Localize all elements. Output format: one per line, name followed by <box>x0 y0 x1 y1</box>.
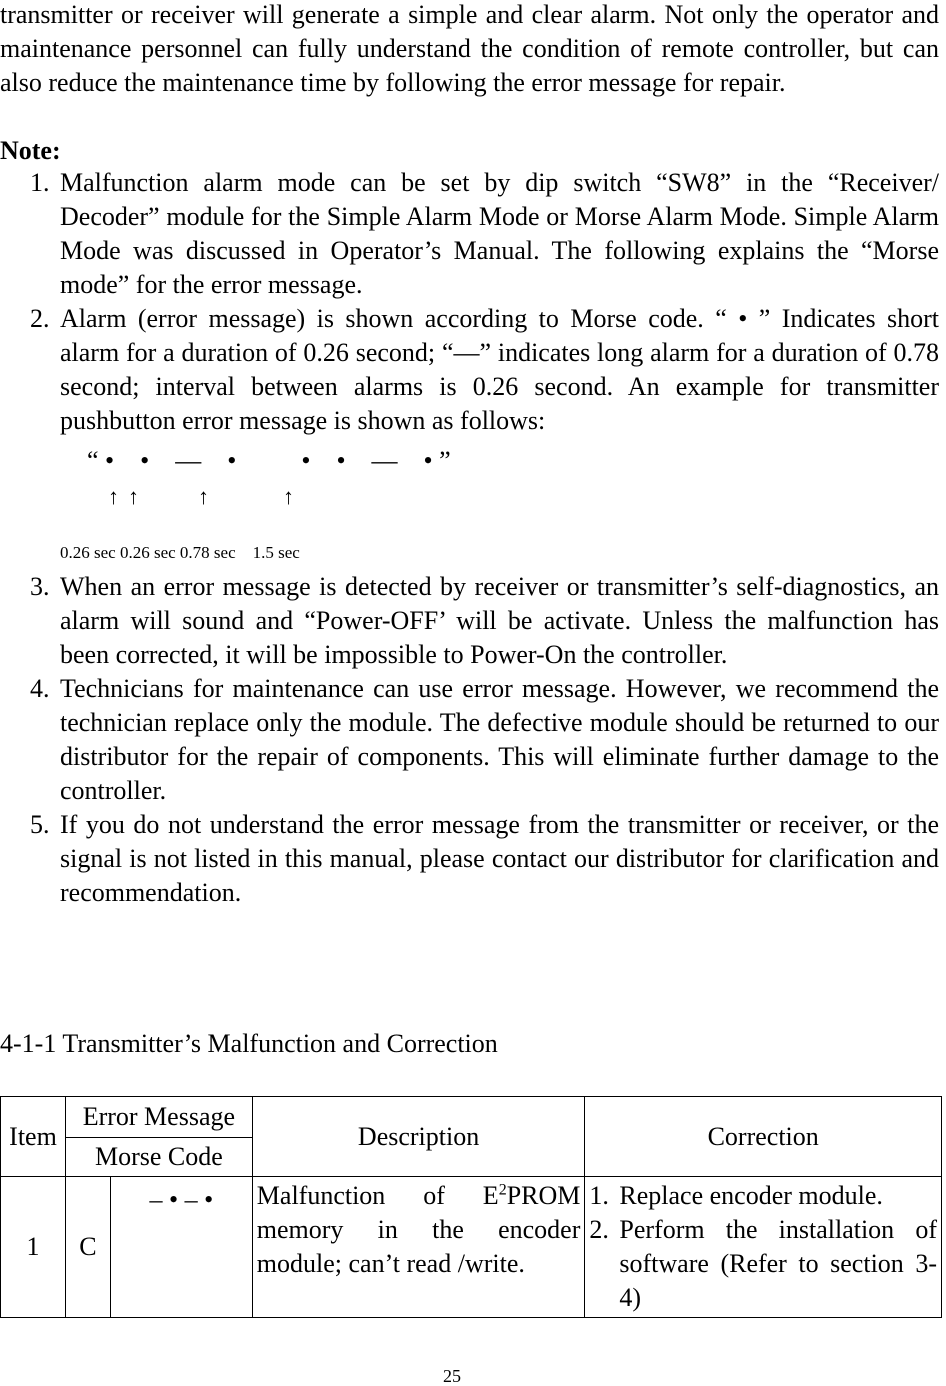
note-item <box>0 570 939 672</box>
note-item <box>0 808 939 910</box>
page-number: 25 <box>443 1366 461 1386</box>
note-item <box>0 672 939 808</box>
up-arrow-icon: ↑ <box>283 484 294 509</box>
header-correction: Correction <box>585 1097 942 1177</box>
header-morse-code: Morse Code <box>65 1138 252 1177</box>
correction-item <box>589 1213 937 1315</box>
malfunction-table <box>0 1096 942 1318</box>
note-item <box>0 166 939 302</box>
description-text: Malfunction of E <box>256 1181 499 1210</box>
note-number: 1. <box>30 168 50 197</box>
note-item <box>0 302 939 438</box>
morse-sequence: “ • • — • • • — • ” <box>87 446 451 475</box>
correction-text: Perform the installation of software (Refer to section 3-4) <box>619 1215 937 1312</box>
note-text: Alarm (error message) is shown according to Morse code. “ • ” Indicates short alarm for a duration of 0.26 second; “—” indicates long alarm for a duration of 0.78 second; interval between alarms is 0.26 second. An example for transmitter pushbutton error message is shown as follows: <box>60 304 939 435</box>
section-heading: 4-1-1 Transmitter’s Malfunction and Correction <box>0 1029 498 1058</box>
note-text: If you do not understand the error message from the transmitter or receiver, or the signal is not listed in this manual, please contact our distributor for clarification and recommendation. <box>60 810 939 907</box>
intro-paragraph: transmitter or receiver will generate a simple and clear alarm. Not only the operator and maintenance personnel can fully understand the condition of remote controller, but can also reduce the maintenance time by following the error message for repair. <box>0 0 939 97</box>
cell-correction <box>585 1177 942 1318</box>
note-text: When an error message is detected by receiver or transmitter’s self-diagnostics, an alarm will sound and “Power-OFF’ will be activate. Unless the malfunction has been corrected, it will be impossible to Power-On the controller. <box>60 572 939 669</box>
note-number: 3. <box>30 572 50 601</box>
up-arrow-icon: ↑ <box>198 484 209 509</box>
note-title: Note: <box>0 136 61 165</box>
correction-text: Replace encoder module. <box>619 1181 883 1210</box>
note-number: 5. <box>30 810 50 839</box>
description-superscript: 2 <box>498 1181 507 1199</box>
correction-item <box>589 1179 937 1213</box>
morse-timing-labels: 0.26 sec 0.26 sec 0.78 sec 1.5 sec <box>60 543 300 562</box>
note-text: Technicians for maintenance can use error message. However, we recommend the technician replace only the module. The defective module should be returned to our distributor for the repair of components. This will eliminate further damage to the controller. <box>60 674 939 805</box>
up-arrow-icon: ↑ <box>108 484 119 509</box>
header-description: Description <box>252 1097 585 1177</box>
header-error-message: Error Message <box>65 1097 252 1138</box>
cell-description <box>252 1177 585 1318</box>
description-text: PROM memory in the encoder module; can’t read /write. <box>256 1181 581 1278</box>
header-item: Item <box>1 1097 66 1177</box>
cell-morse-code: – • – • <box>110 1177 252 1318</box>
morse-example-diagram <box>0 444 939 570</box>
table-row <box>1 1177 942 1318</box>
up-arrow-icon: ↑ <box>128 484 139 509</box>
note-number: 2. <box>30 304 50 333</box>
correction-number: 1. <box>589 1181 609 1210</box>
cell-error-letter: C <box>65 1177 110 1318</box>
correction-number: 2. <box>589 1215 609 1244</box>
cell-item: 1 <box>1 1177 66 1318</box>
table-header-row <box>1 1097 942 1138</box>
notes-list <box>0 166 939 910</box>
note-text: Malfunction alarm mode can be set by dip switch “SW8” in the “Receiver/ Decoder” module for the Simple Alarm Mode or Morse Alarm Mode. Simple Alarm Mode was discussed in Operator’s Manual. The following explains the “Morse mode” for the error message. <box>60 168 939 299</box>
note-number: 4. <box>30 674 50 703</box>
